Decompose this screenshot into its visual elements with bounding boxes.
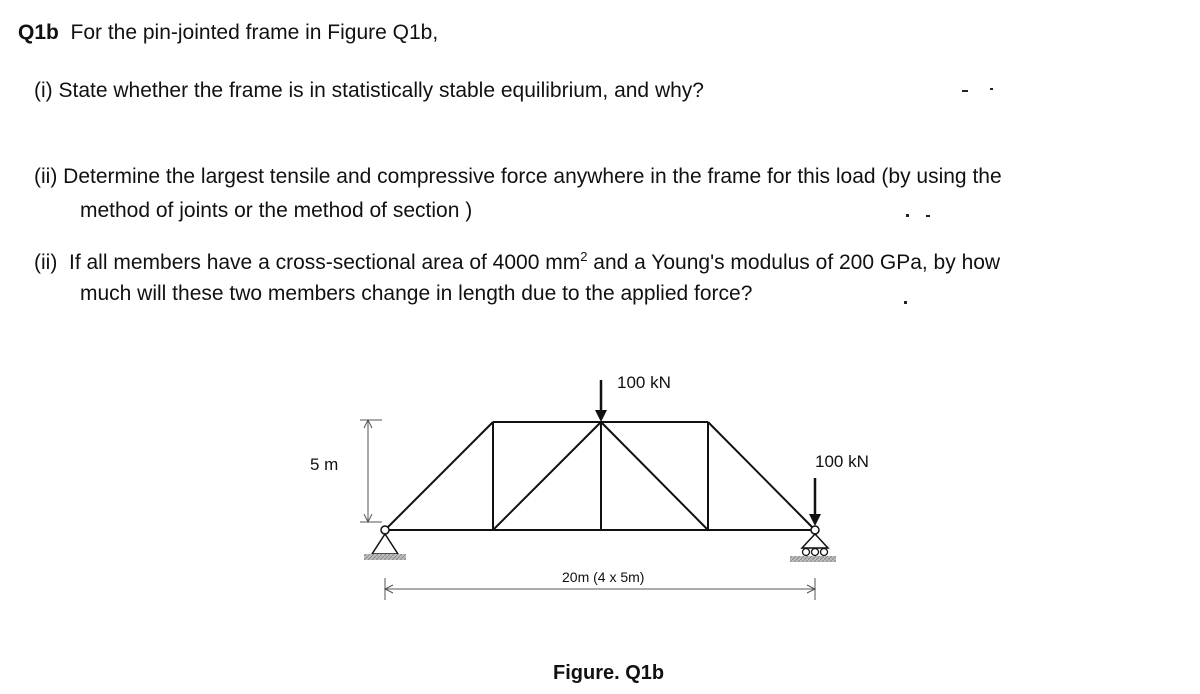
part-ii-b-line2: much will these two members change in length due to the applied force? bbox=[80, 282, 753, 305]
question-intro: For the pin-jointed frame in Figure Q1b, bbox=[70, 21, 439, 44]
roller-support-right bbox=[790, 534, 836, 562]
load-label-top: 100 kN bbox=[617, 373, 671, 392]
part-ii-a-line2: method of joints or the method of section ) bbox=[80, 199, 473, 222]
part-i-label: (i) bbox=[34, 79, 53, 102]
load-arrow-top bbox=[595, 380, 607, 422]
height-dimension-label: 5 m bbox=[310, 455, 339, 474]
part-ii-b-line1b: and a Young's modulus of 200 GPa, by how bbox=[587, 251, 1001, 274]
superscript-2: 2 bbox=[580, 249, 588, 264]
joint-right-support bbox=[811, 526, 819, 534]
right-end-diagonal bbox=[708, 422, 815, 530]
figure-caption: Figure. Q1b bbox=[553, 662, 665, 684]
part-ii-b-label: (ii) bbox=[34, 251, 58, 274]
load-label-right: 100 kN bbox=[815, 452, 869, 471]
part-ii-b-line1a: If all members have a cross-sectional area of 4000 mm bbox=[69, 251, 581, 274]
height-dimension bbox=[360, 420, 382, 522]
span-dimension-label: 20m (4 x 5m) bbox=[562, 569, 645, 585]
inner-diagonal-left bbox=[493, 422, 601, 530]
left-end-diagonal bbox=[385, 422, 493, 530]
load-arrow-right bbox=[809, 478, 821, 526]
inner-diagonal-right bbox=[601, 422, 708, 530]
part-i-text: State whether the frame is in statistically stable equilibrium, and why? bbox=[58, 79, 704, 102]
part-ii-a-line1: Determine the largest tensile and compressive force anywhere in the frame for this load (by using the bbox=[63, 165, 1002, 188]
part-ii-a-label: (ii) bbox=[34, 165, 58, 188]
truss-members bbox=[385, 422, 815, 530]
question-number: Q1b bbox=[18, 21, 59, 44]
pin-support-left bbox=[364, 534, 406, 560]
